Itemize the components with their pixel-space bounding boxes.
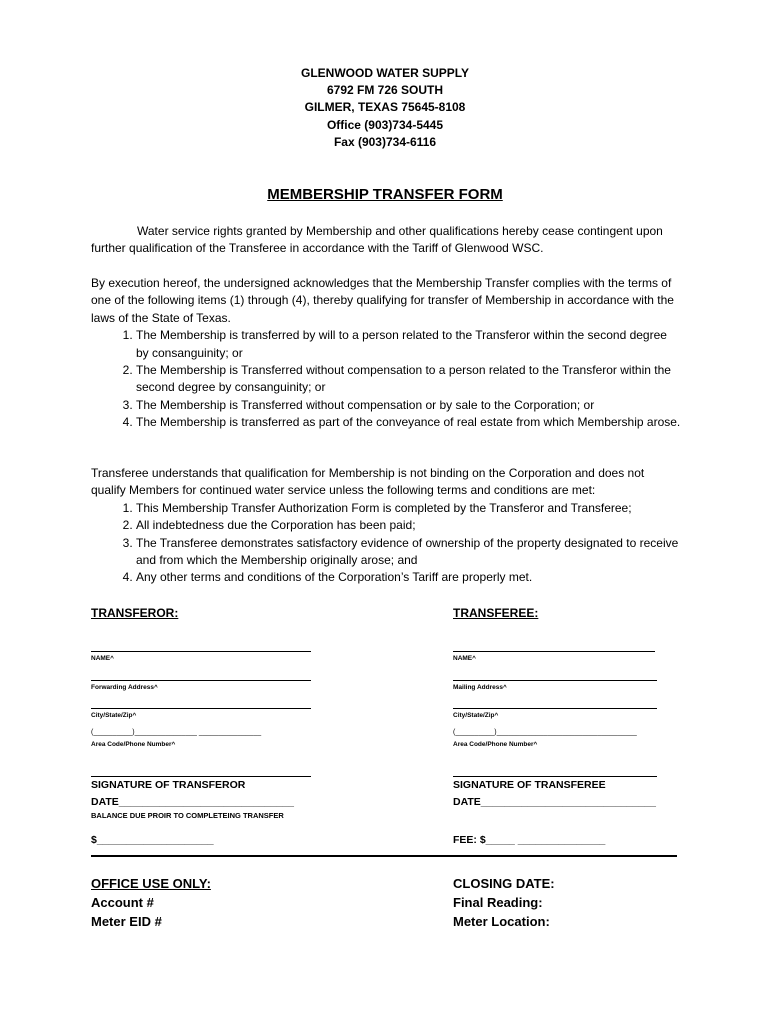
qualification-text: Transferee understands that qualification for Membership is not binding on the Corporation and does not qualify Members for continued water service unless the following terms and conditions are met:: [91, 466, 645, 498]
terms-list: [91, 500, 681, 587]
balance-due-label: BALANCE DUE PROIR TO COMPLETEING TRANSFER: [91, 811, 284, 820]
transferee-city-field[interactable]: [453, 708, 657, 709]
balance-due-field[interactable]: $____________________: [91, 834, 214, 846]
fax-number: Fax (903)734-6116: [333, 134, 437, 149]
acknowledgement-text: By execution hereof, the undersigned acknowledges that the Membership Transfer complies with the terms of one of the following items (1) through (4), thereby qualifying for transfer of Membership in accordance with the laws of the State of Texas.: [91, 276, 674, 325]
list-item: 3. The Transferee demonstrates satisfactory evidence of ownership of the property designated to receive and from which the Membership originally arose; and: [136, 535, 681, 570]
transferor-signature-field[interactable]: [91, 776, 311, 777]
meter-eid-label: Meter EID #: [91, 914, 162, 929]
transferor-phone-label: Area Code/Phone Number^: [91, 741, 176, 748]
org-name: GLENWOOD WATER SUPPLY: [300, 66, 469, 80]
list-item: 3. The Membership is Transferred without compensation or by sale to the Corporation; or: [136, 397, 681, 414]
acknowledgement-section: [91, 275, 681, 432]
form-title: MEMBERSHIP TRANSFER FORM: [267, 186, 503, 203]
list-item: 2. All indebtedness due the Corporation has been paid;: [136, 517, 681, 534]
transferee-city-label: City/State/Zip^: [453, 712, 499, 719]
transferor-city-label: City/State/Zip^: [91, 712, 137, 719]
transferee-name-field[interactable]: [453, 651, 655, 652]
address-line-2: GILMER, TEXAS 75645-8108: [304, 100, 466, 115]
transferor-date-field[interactable]: DATE______________________________: [91, 796, 294, 808]
transferor-address-field[interactable]: [91, 680, 311, 681]
transfer-conditions-list: [91, 327, 681, 431]
transferee-signature-field[interactable]: [453, 776, 657, 777]
transferee-heading: TRANSFEREE:: [453, 606, 539, 620]
list-item: 2. The Membership is Transferred without compensation to a person related to the Transferor within the second degree by consanguinity; or: [136, 362, 681, 397]
list-item: 4. The Membership is transferred as part of the conveyance of real estate from which Membership arose.: [136, 414, 681, 431]
transferee-signature-label: SIGNATURE OF TRANSFEREE: [453, 779, 606, 791]
section-divider: [91, 855, 677, 857]
transferee-address-field[interactable]: [453, 680, 657, 681]
transferee-phone-label: Area Code/Phone Number^: [453, 741, 538, 748]
transferor-name-field[interactable]: [91, 651, 311, 652]
office-use-right: [453, 874, 555, 931]
office-phone: Office (903)734-5445: [326, 117, 444, 132]
transferee-address-label: Mailing Address^: [453, 684, 507, 691]
meter-location-label: Meter Location:: [453, 914, 550, 929]
transferee-date-field[interactable]: DATE______________________________: [453, 796, 656, 808]
final-reading-label: Final Reading:: [453, 895, 543, 910]
transferor-signature-label: SIGNATURE OF TRANSFEROR: [91, 779, 246, 791]
intro-paragraph: [91, 223, 681, 258]
list-item: 4. Any other terms and conditions of the Corporation’s Tariff are properly met.: [136, 569, 681, 586]
qualification-section: [91, 465, 681, 587]
address-line-1: 6792 FM 726 SOUTH: [326, 83, 444, 98]
list-item: 1. The Membership is transferred by will to a person related to the Transferor within the second degree by consanguinity; or: [136, 327, 681, 362]
fee-field[interactable]: FEE: $_____ _______________: [453, 834, 606, 846]
office-use-left: [91, 874, 211, 931]
office-use-heading: OFFICE USE ONLY:: [91, 876, 211, 891]
transferor-heading: TRANSFEROR:: [91, 606, 179, 620]
account-label: Account #: [91, 895, 154, 910]
transferee-name-label: NAME^: [453, 655, 476, 662]
transferor-phone-field[interactable]: (__________)________________ ________________: [91, 729, 262, 736]
transferor-address-label: Forwarding Address^: [91, 684, 158, 691]
intro-text: Water service rights granted by Membership and other qualifications hereby cease contingent upon further qualification of the Transferee in accordance with the Tariff of Glenwood WSC.: [91, 224, 663, 256]
transferor-city-field[interactable]: [91, 708, 311, 709]
letterhead: [0, 65, 770, 151]
closing-date-label: CLOSING DATE:: [453, 876, 555, 891]
transferor-name-label: NAME^: [91, 655, 114, 662]
transferee-phone-field[interactable]: (__________)____________________________________: [453, 729, 637, 736]
list-item: 1. This Membership Transfer Authorization Form is completed by the Transferor and Transferee;: [136, 500, 681, 517]
